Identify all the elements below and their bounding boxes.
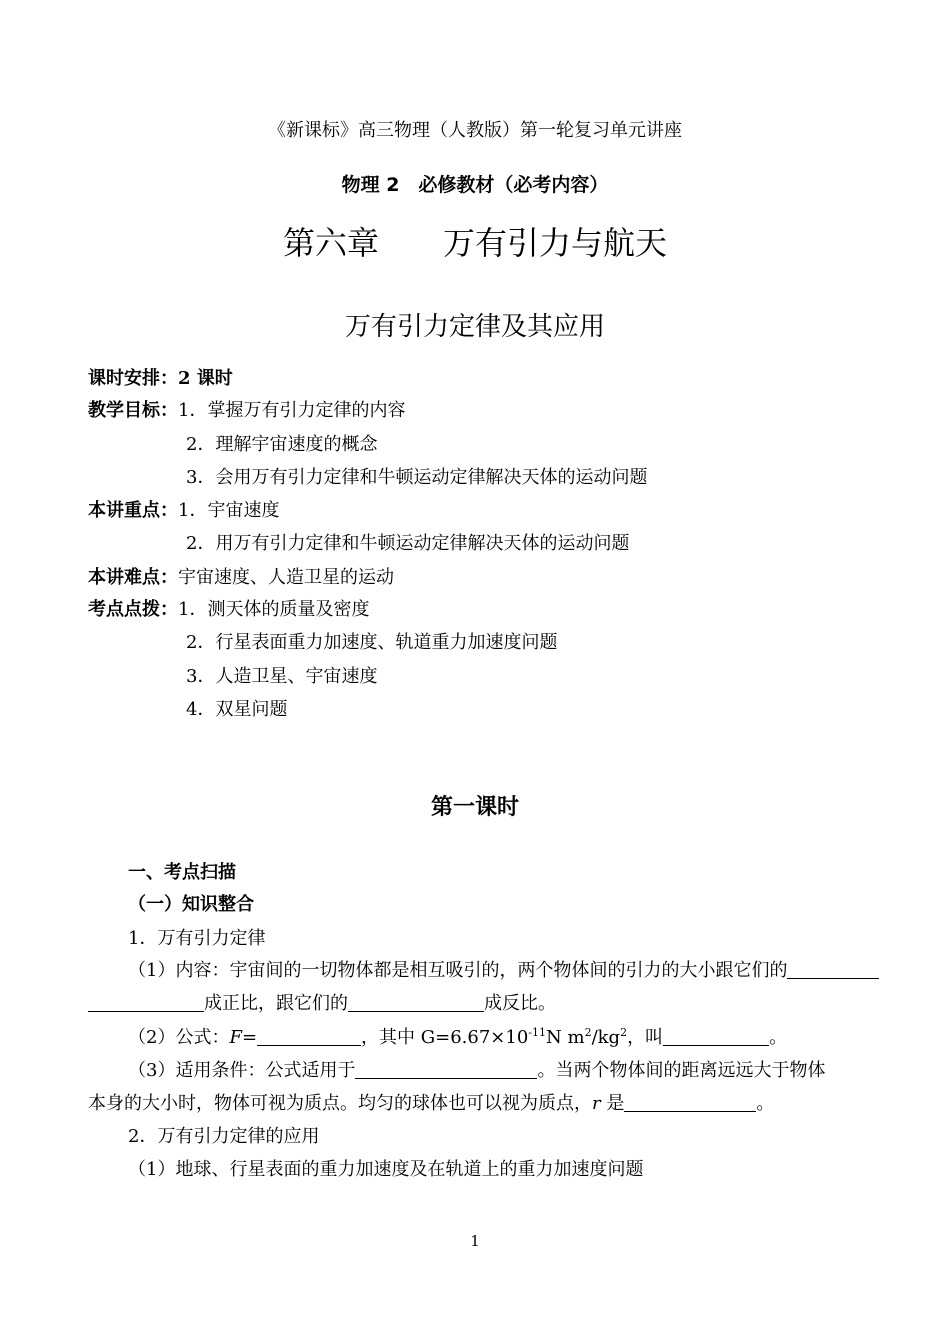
goal-item: 1．掌握万有引力定律的内容 — [178, 400, 406, 421]
condition-text: 是 — [600, 1093, 625, 1114]
formula-text: ，其中 G=6.67×10 — [361, 1027, 529, 1048]
heading-exam-scan: 一、考点扫描 — [128, 862, 236, 883]
condition-line — [128, 1059, 825, 1083]
goal-item: 2．理解宇宙速度的概念 — [186, 434, 378, 455]
formula-symbol: F — [229, 1027, 242, 1048]
difficulty-row — [88, 566, 394, 590]
formula-exponent: 2 — [620, 1026, 628, 1039]
formula-line — [128, 1026, 787, 1050]
key-item: 1．宇宙速度 — [178, 500, 280, 521]
page-number: 1 — [470, 1232, 480, 1250]
item-law-application: 2．万有引力定律的应用 — [128, 1126, 320, 1147]
hours-label: 课时安排： — [88, 368, 178, 389]
point-item: 4．双星问题 — [186, 699, 288, 720]
law-content-text: 成反比。 — [484, 993, 556, 1014]
section-title: 万有引力定律及其应用 — [344, 312, 605, 342]
points-row — [88, 598, 369, 622]
goals-label: 教学目标： — [88, 400, 178, 421]
lesson-title: 第一课时 — [430, 795, 519, 820]
fill-blank[interactable] — [663, 1027, 769, 1046]
key-label: 本讲重点： — [88, 500, 178, 521]
law-content-line — [128, 959, 879, 983]
condition-text: （3）适用条件：公式适用于 — [128, 1060, 356, 1081]
condition-text: 。当两个物体间的距离远远大于物体 — [537, 1060, 826, 1081]
point-item: 3．人造卫星、宇宙速度 — [186, 666, 378, 687]
law-content-line-2 — [88, 992, 556, 1016]
condition-symbol: r — [592, 1093, 601, 1114]
condition-text: 。 — [756, 1093, 775, 1114]
item-gravity-acceleration: （1）地球、行星表面的重力加速度及在轨道上的重力加速度问题 — [128, 1159, 644, 1180]
formula-text: ，叫 — [627, 1027, 664, 1048]
condition-text: 本身的大小时，物体可视为质点。均匀的球体也可以视为质点， — [88, 1093, 592, 1114]
key-item: 2．用万有引力定律和牛顿运动定律解决天体的运动问题 — [186, 533, 630, 554]
formula-text: /kg — [591, 1027, 621, 1048]
point-item: 2．行星表面重力加速度、轨道重力加速度问题 — [186, 632, 558, 653]
chapter-title: 第六章 万有引力与航天 — [282, 224, 667, 262]
formula-text: 。 — [769, 1027, 788, 1048]
difficulty-text: 宇宙速度、人造卫星的运动 — [178, 567, 394, 588]
formula-exponent: -11 — [528, 1026, 547, 1039]
formula-text: N m — [546, 1027, 585, 1048]
item-gravitation-law: 1．万有引力定律 — [128, 928, 266, 949]
series-title: 《新课标》高三物理（人教版）第一轮复习单元讲座 — [268, 120, 682, 141]
hours-row — [88, 367, 233, 391]
fill-blank[interactable] — [348, 993, 484, 1012]
law-content-text: （1）内容：宇宙间的一切物体都是相互吸引的，两个物体间的引力的大小跟它们的 — [128, 960, 788, 981]
formula-label: （2）公式： — [128, 1027, 230, 1048]
hours-value: 2 课时 — [178, 368, 233, 389]
law-content-text: 成正比，跟它们的 — [204, 993, 348, 1014]
difficulty-label: 本讲难点： — [88, 567, 178, 588]
fill-blank[interactable] — [88, 993, 204, 1012]
formula-exponent: 2 — [584, 1026, 592, 1039]
key-row — [88, 499, 279, 523]
formula-equals: = — [241, 1027, 258, 1048]
fill-blank[interactable] — [355, 1060, 537, 1079]
fill-blank[interactable] — [787, 960, 879, 979]
fill-blank[interactable] — [624, 1093, 756, 1112]
points-label: 考点点拨： — [88, 599, 178, 620]
point-item: 1．测天体的质量及密度 — [178, 599, 370, 620]
goal-item: 3．会用万有引力定律和牛顿运动定律解决天体的运动问题 — [186, 467, 648, 488]
condition-line-2 — [88, 1092, 774, 1116]
fill-blank[interactable] — [257, 1027, 361, 1046]
heading-knowledge: （一）知识整合 — [128, 894, 254, 915]
goals-row — [88, 399, 405, 423]
subject-title: 物理 2 必修教材（必考内容） — [341, 174, 609, 196]
